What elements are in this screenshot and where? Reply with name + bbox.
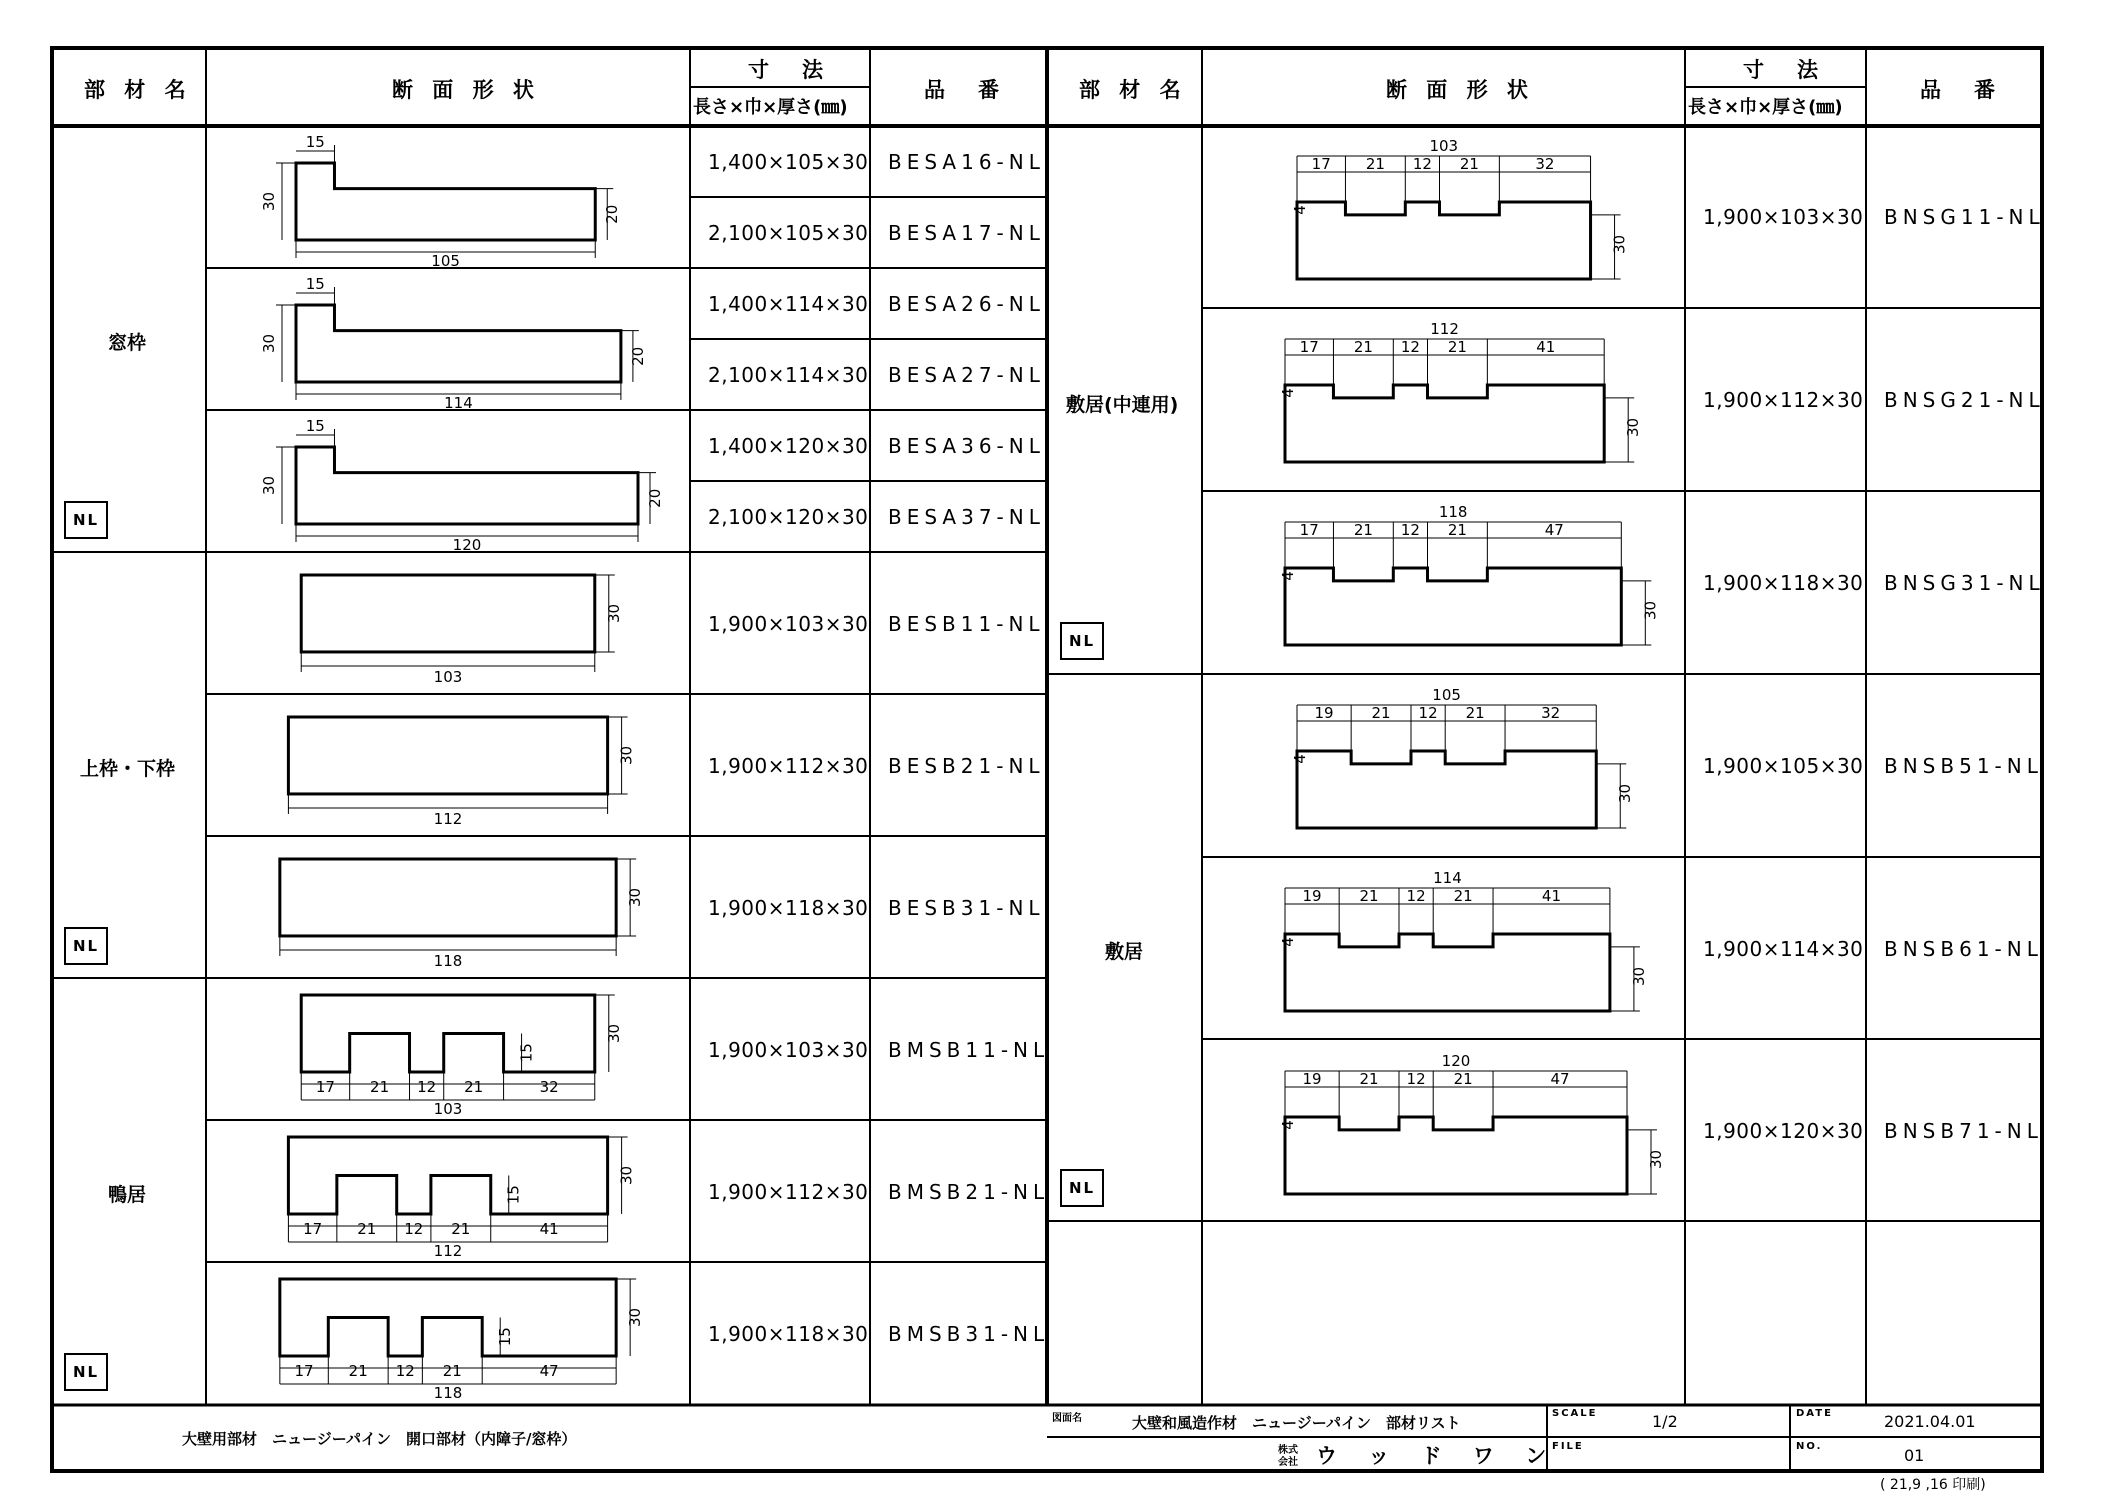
lip-dimension: 15: [305, 275, 325, 293]
row-dimension: 2,100×120×30: [708, 505, 869, 529]
segment-dimension: 12: [417, 1077, 437, 1096]
segment-dimension: 12: [1412, 155, 1432, 173]
height-dimension: 30: [260, 191, 278, 212]
row-code: BNSB51-NL: [1884, 754, 2043, 778]
step-dimension: 4: [1279, 937, 1297, 947]
row-code: BNSG21-NL: [1884, 388, 2045, 412]
member-name-upper-lower-frame: 上枠・下枠: [80, 758, 176, 780]
segment-dimension: 21: [1359, 887, 1379, 905]
row-dimension: 1,900×105×30: [1703, 754, 1864, 778]
lip-dimension: 15: [305, 133, 325, 151]
segment-dimension: 21: [1459, 155, 1479, 173]
row-code: BESA27-NL: [888, 363, 1045, 387]
footer-company-prefix: 株式: [1278, 1445, 1298, 1456]
row-code: BNSG11-NL: [1884, 205, 2045, 229]
height-dimension: 30: [260, 475, 278, 496]
width-dimension: 118: [433, 1383, 463, 1402]
total-dimension: 114: [1433, 869, 1462, 887]
height-dimension: 30: [1647, 1149, 1665, 1170]
row-code: BNSB61-NL: [1884, 937, 2043, 961]
header-code-left: 品 番: [924, 78, 1005, 102]
nl-badge: NL: [64, 927, 108, 965]
row-dimension: 1,400×105×30: [708, 150, 869, 174]
segment-dimension: 41: [539, 1219, 559, 1238]
segment-dimension: 47: [1544, 521, 1564, 539]
row-dimension: 1,900×103×30: [1703, 205, 1864, 229]
window-frame-profile: [296, 447, 638, 524]
segment-dimension: 19: [1314, 704, 1334, 722]
step-dimension: 4: [1291, 754, 1309, 764]
segment-dimension: 17: [303, 1219, 323, 1238]
row-code: BNSG31-NL: [1884, 571, 2045, 595]
row-dimension: 1,900×114×30: [1703, 937, 1864, 961]
row-dimension: 1,400×120×30: [708, 434, 869, 458]
row-code: BESB21-NL: [888, 754, 1045, 778]
segment-dimension: 12: [1418, 704, 1438, 722]
frame-profile: [280, 859, 616, 936]
footer-drawing-label: 図面名: [1052, 1413, 1082, 1424]
shiki-profile: [1285, 568, 1621, 645]
row-code: BNSB71-NL: [1884, 1119, 2043, 1143]
footer-left-title: 大壁用部材 ニュージーパイン 開口部材（内障子/窓枠）: [182, 1430, 577, 1448]
segment-dimension: 21: [348, 1361, 368, 1380]
footer-scale-value: 1/2: [1652, 1412, 1678, 1431]
height-dimension: 30: [1610, 234, 1629, 255]
header-dim-sub-right: 長さ×巾×厚さ(㎜): [1688, 97, 1843, 118]
footer-company-name: ウ ッ ド ワ ン: [1316, 1444, 1559, 1468]
groove-dimension: 15: [504, 1185, 523, 1205]
footer-drawing-name: 大壁和風造作材 ニュージーパイン 部材リスト: [1132, 1414, 1461, 1432]
segment-dimension: 12: [1406, 1070, 1426, 1088]
header-dim-right: 寸 法: [1743, 58, 1824, 82]
row-dimension: 2,100×105×30: [708, 221, 869, 245]
kamoi-profile: [301, 995, 595, 1072]
height-dimension: 30: [260, 333, 278, 354]
shiki-profile: [1297, 751, 1596, 828]
height-dimension: 30: [604, 1023, 623, 1044]
window-frame-profile: [296, 163, 595, 240]
height-dimension: 30: [626, 887, 645, 908]
segment-dimension: 12: [404, 1219, 424, 1238]
segment-dimension: 47: [1550, 1070, 1570, 1088]
segment-dimension: 19: [1302, 1070, 1322, 1088]
step-dimension: 4: [1279, 571, 1297, 581]
header-dim-sub-left: 長さ×巾×厚さ(㎜): [693, 97, 848, 118]
lip-dimension: 15: [305, 417, 325, 435]
header-dim-left: 寸 法: [748, 58, 829, 82]
segment-dimension: 12: [1400, 521, 1420, 539]
height-dimension: 30: [617, 745, 636, 766]
row-code: BESA36-NL: [888, 434, 1045, 458]
row-dimension: 1,900×103×30: [708, 1038, 869, 1062]
row-dimension: 1,900×118×30: [708, 1322, 869, 1346]
shiki-profile: [1285, 385, 1604, 462]
row-code: BESA16-NL: [888, 150, 1045, 174]
segment-dimension: 21: [1365, 155, 1385, 173]
height-dimension: 30: [1624, 417, 1643, 438]
total-dimension: 103: [1429, 137, 1459, 155]
segment-dimension: 21: [1353, 521, 1373, 539]
segment-dimension: 41: [1536, 338, 1556, 356]
segment-dimension: 17: [1311, 155, 1331, 173]
step-dimension: 4: [1279, 388, 1297, 398]
nl-badge: NL: [64, 1353, 108, 1391]
segment-dimension: 21: [451, 1219, 471, 1238]
width-dimension: 105: [431, 251, 460, 270]
kamoi-profile: [280, 1279, 616, 1356]
row-dimension: 1,900×118×30: [1703, 571, 1864, 595]
member-name-shiki: 敷居: [1105, 941, 1144, 963]
header-section-left: 断 面 形 状: [392, 78, 540, 102]
footer-scale-label: SCALE: [1552, 1408, 1598, 1419]
segment-dimension: 21: [1465, 704, 1485, 722]
segment-dimension: 21: [357, 1219, 377, 1238]
nl-badge: NL: [1060, 622, 1104, 660]
width-dimension: 112: [433, 809, 463, 828]
row-dimension: 1,900×112×30: [708, 754, 869, 778]
footer-no-label: NO.: [1796, 1441, 1823, 1452]
segment-dimension: 12: [1400, 338, 1420, 356]
segment-dimension: 21: [1447, 521, 1467, 539]
segment-dimension: 32: [1541, 704, 1561, 722]
footer-file-label: FILE: [1552, 1441, 1584, 1452]
segment-dimension: 32: [1535, 155, 1555, 173]
kamoi-profile: [288, 1137, 607, 1214]
row-dimension: 1,900×112×30: [1703, 388, 1864, 412]
segment-dimension: 21: [1453, 1070, 1473, 1088]
width-dimension: 114: [444, 393, 473, 412]
step-dimension: 4: [1279, 1120, 1297, 1130]
segment-dimension: 21: [1353, 338, 1373, 356]
row-code: BESA37-NL: [888, 505, 1045, 529]
segment-dimension: 21: [1447, 338, 1467, 356]
segment-dimension: 21: [464, 1077, 484, 1096]
segment-dimension: 12: [1406, 887, 1426, 905]
row-code: BMSB31-NL: [888, 1322, 1050, 1346]
groove-dimension: 15: [517, 1043, 536, 1063]
row-code: BMSB11-NL: [888, 1038, 1050, 1062]
total-dimension: 112: [1430, 320, 1459, 338]
frame-profile: [301, 575, 595, 652]
shiki-profile: [1297, 202, 1591, 279]
header-section-right: 断 面 形 状: [1386, 78, 1534, 102]
frame-profile: [288, 717, 607, 794]
header-member-left: 部 材 名: [84, 78, 192, 102]
width-dimension: 103: [433, 667, 463, 686]
header-code-right: 品 番: [1920, 78, 2001, 102]
segment-dimension: 21: [1359, 1070, 1379, 1088]
width-dimension: 120: [452, 535, 482, 554]
row-dimension: 1,900×120×30: [1703, 1119, 1864, 1143]
step-dimension: 4: [1291, 205, 1309, 215]
segment-dimension: 21: [370, 1077, 390, 1096]
row-dimension: 1,400×114×30: [708, 292, 869, 316]
member-name-shiki-center: 敷居(中連用): [1066, 394, 1179, 416]
segment-dimension: 21: [1453, 887, 1473, 905]
width-dimension: 103: [433, 1099, 463, 1118]
segment-dimension: 21: [442, 1361, 462, 1380]
footer-company-prefix: 会社: [1278, 1457, 1298, 1468]
segment-dimension: 17: [1299, 338, 1319, 356]
row-dimension: 1,900×118×30: [708, 896, 869, 920]
nl-badge: NL: [64, 501, 108, 539]
row-code: BESB31-NL: [888, 896, 1045, 920]
segment-dimension: 12: [395, 1361, 415, 1380]
height-dimension: 30: [1616, 783, 1635, 804]
shiki-profile: [1285, 934, 1610, 1011]
row-code: BESB11-NL: [888, 612, 1045, 636]
height-dimension: 30: [626, 1307, 645, 1328]
segment-dimension: 32: [539, 1077, 559, 1096]
member-name-window-frame: 窓枠: [108, 332, 147, 354]
row-code: BESA26-NL: [888, 292, 1045, 316]
segment-dimension: 47: [539, 1361, 559, 1380]
total-dimension: 120: [1441, 1052, 1471, 1070]
row-dimension: 2,100×114×30: [708, 363, 869, 387]
height-dimension: 30: [1629, 966, 1648, 987]
total-dimension: 118: [1438, 503, 1468, 521]
footer-no-value: 01: [1904, 1446, 1925, 1465]
height-dimension: 30: [604, 603, 623, 624]
member-name-kamoi: 鴨居: [108, 1184, 147, 1206]
row-dimension: 1,900×103×30: [708, 612, 869, 636]
thin-dimension: 20: [646, 488, 664, 508]
width-dimension: 112: [433, 1241, 463, 1260]
row-code: BESA17-NL: [888, 221, 1045, 245]
segment-dimension: 21: [1371, 704, 1391, 722]
segment-dimension: 19: [1302, 887, 1322, 905]
total-dimension: 105: [1432, 686, 1461, 704]
footer-print-note: ( 21,9 ,16 印刷): [1880, 1477, 1986, 1493]
footer-date-value: 2021.04.01: [1884, 1412, 1976, 1431]
row-dimension: 1,900×112×30: [708, 1180, 869, 1204]
height-dimension: 30: [1641, 600, 1660, 621]
footer-date-label: DATE: [1796, 1408, 1833, 1419]
thin-dimension: 20: [603, 204, 622, 224]
width-dimension: 118: [433, 951, 463, 970]
shiki-profile: [1285, 1117, 1627, 1194]
thin-dimension: 20: [628, 346, 647, 366]
row-code: BMSB21-NL: [888, 1180, 1050, 1204]
segment-dimension: 17: [1299, 521, 1319, 539]
header-member-right: 部 材 名: [1079, 78, 1187, 102]
window-frame-profile: [296, 305, 621, 382]
segment-dimension: 17: [294, 1361, 314, 1380]
segment-dimension: 17: [315, 1077, 335, 1096]
nl-badge: NL: [1060, 1169, 1104, 1207]
groove-dimension: 15: [496, 1327, 515, 1347]
segment-dimension: 41: [1541, 887, 1562, 905]
height-dimension: 30: [617, 1165, 636, 1186]
